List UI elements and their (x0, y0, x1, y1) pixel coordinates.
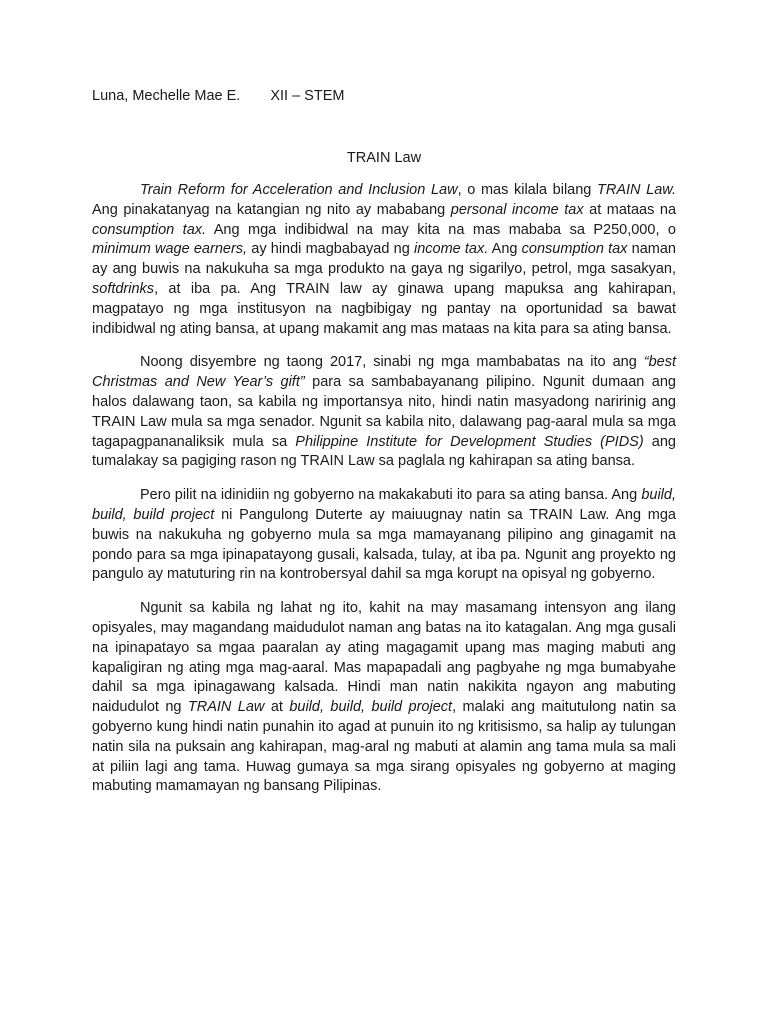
paragraph-text: , at iba pa. Ang TRAIN law ay ginawa upang mapuksa ang kahirapan, magpatayo ng mga institusyon na nagbibigay ng pantay na oportunidad sa bawat indibidwal ng ating bansa, at upang makamit ang mas mataas na kita para sa ating bansa. (92, 280, 676, 337)
document-header (92, 88, 344, 104)
italic-text: “best Christmas and New Year’s gift” (92, 354, 676, 391)
paragraph-text: ang tumalakay sa pagiging rason ng TRAIN Law sa paglala ng kahirapan sa ating bansa. (92, 433, 676, 470)
paragraph-text: Ang pinakatanyag na katangian ng nito ay mababang (92, 201, 451, 218)
grade-section: XII – STEM (270, 88, 345, 104)
paragraph (92, 599, 676, 797)
student-name: Luna, Mechelle Mae E. (92, 88, 241, 104)
italic-text: personal income tax (450, 201, 584, 218)
paragraph (92, 486, 676, 585)
italic-text: income tax. (413, 241, 489, 258)
paragraph-text: Noong disyembre ng taong 2017, sinabi ng mga mambabatas na ito ang (140, 354, 644, 371)
essay-body (92, 181, 676, 811)
italic-text: softdrinks (92, 280, 155, 297)
paragraph-text: at (264, 699, 290, 716)
paragraph-text: ni Pangulong Duterte ay maiuugnay natin sa TRAIN Law. Ang mga buwis na nakukuha ng gobyerno mula sa mga mamayanang pilipino ang ginagamit na pondo para sa mga ipinapatayong gusali, kalsada, tulay, at iba pa. Ngunit ang proyekto ng pangulo ay matuturing rin na kontrobersyal dahil sa mga korupt na opisyal ng gobyerno. (92, 506, 676, 583)
paragraph-text: Ang mga indibidwal na may kita na mas mababa sa P250,000, o (206, 221, 676, 238)
paragraph-text: para sa sambabayanang pilipino. Ngunit dumaan ang halos dalawang taon, sa kabila ng importansya nito, hindi natin masyadong naririnig ang TRAIN Law mula sa mga senador. Ngunit sa kabila nito, dalawang pag-aaral mula sa mga tagapagpananaliksik mula sa (92, 374, 677, 450)
paragraph-text: Ngunit sa kabila ng lahat ng ito, kahit na may masamang intensyon ang ilang opisyales, may magandang maidudulot naman ang batas na ito katagalan. Ang mga gusali na ipinapatayo sa mgaa paaralan ay ating magagamit upang mas maging mabuti ang kapaligiran ng ating mga mag-aaral. Mas mapapadali ang pagbyahe ng mga bumabyahe dahil sa mga ipinagawang kalsada. Hindi man natin nakikita ngayon ang mabuting naidudulot ng (92, 600, 676, 716)
document-title: TRAIN Law (346, 150, 422, 166)
paragraph-text: naman ay ang buwis na nakukuha sa mga produkto na gaya ng sigarilyo, petrol, mga sasakyan, (92, 241, 676, 278)
italic-text: TRAIN Law (187, 699, 265, 716)
italic-text: consumption tax (521, 241, 628, 258)
paragraph-text: Pero pilit na idinidiin ng gobyerno na makakabuti ito para sa ating bansa. Ang (140, 487, 642, 504)
italic-text: build, build, build project (289, 699, 453, 716)
paragraph-text: , o mas kilala bilang (457, 182, 598, 198)
paragraph-text: Ang (488, 241, 522, 258)
italic-text: consumption tax. (92, 221, 207, 238)
italic-text: minimum wage earners, (92, 241, 248, 258)
paragraph-text: ay hindi magbabayad ng (247, 241, 414, 258)
paragraph (92, 353, 676, 472)
paragraph-text: , malaki ang maitutulong natin sa gobyerno kung hindi natin punahin ito agad at punuin ito ng kritisismo, sa halip ay tulungan natin sila na puksain ang kahirapan, mag-aral ng mabuti at alamin ang tama mula sa mali at piliin lagi ang tama. Huwag gumaya sa mga sirang opisyales ng gobyerno at maging mabuting mamamayan ng bansang Pilipinas. (92, 699, 676, 795)
italic-text: build, build, build project (92, 487, 676, 523)
italic-text: Philippine Institute for Development Studies (PIDS) (295, 433, 644, 450)
italic-text: Train Reform for Acceleration and Inclusion Law (140, 182, 458, 198)
italic-text: TRAIN Law. (597, 182, 676, 198)
paragraph (92, 181, 676, 339)
paragraph-text: at mataas na (583, 201, 677, 218)
